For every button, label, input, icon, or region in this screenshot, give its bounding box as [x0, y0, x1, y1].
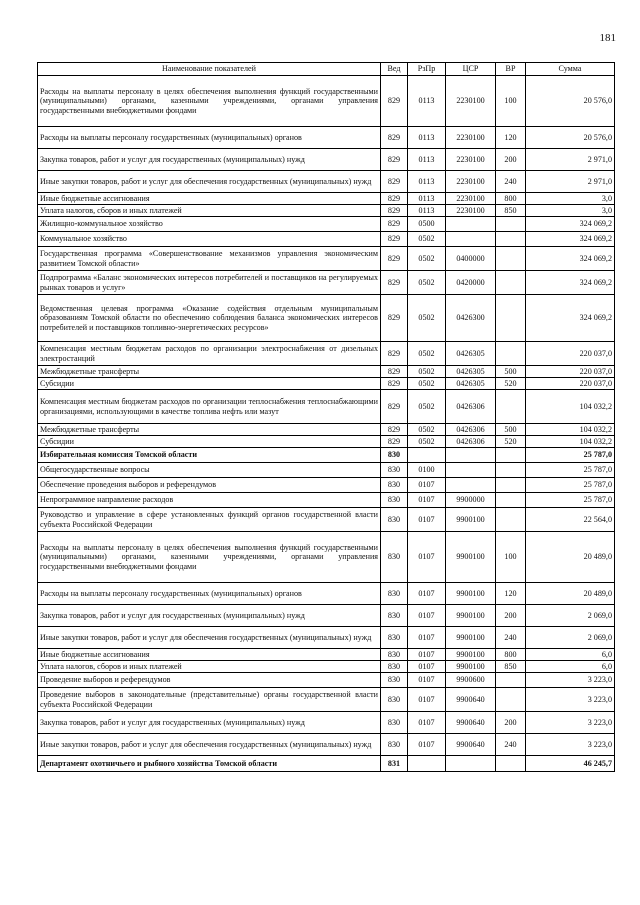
- row-name: Подпрограмма «Баланс экономических интересов потребителей и поставщиков на регулируемых рынках товаров и услуг»: [38, 271, 381, 295]
- row-rzpr: 0100: [408, 463, 446, 478]
- row-rzpr: 0502: [408, 247, 446, 271]
- row-rzpr: 0107: [408, 712, 446, 734]
- row-sum: 25 787,0: [526, 448, 615, 463]
- row-sum: 324 069,2: [526, 217, 615, 232]
- row-vr: [496, 232, 526, 247]
- table-row: [38, 271, 615, 295]
- row-ved: 829: [381, 247, 408, 271]
- row-name: Общегосударственные вопросы: [38, 463, 381, 478]
- row-sum: 20 489,0: [526, 583, 615, 605]
- column-header-ved: Вед: [381, 63, 408, 76]
- table-row: [38, 149, 615, 171]
- row-sum: 104 032,2: [526, 390, 615, 424]
- row-rzpr: 0107: [408, 627, 446, 649]
- row-rzpr: 0107: [408, 583, 446, 605]
- row-csr: 0426300: [446, 295, 496, 342]
- row-vr: 240: [496, 734, 526, 756]
- row-csr: 9900100: [446, 508, 496, 532]
- table-row: [38, 756, 615, 772]
- row-csr: 9900100: [446, 649, 496, 661]
- row-csr: 9900600: [446, 673, 496, 688]
- row-ved: 829: [381, 436, 408, 448]
- row-rzpr: 0107: [408, 673, 446, 688]
- row-rzpr: 0502: [408, 232, 446, 247]
- row-sum: 25 787,0: [526, 463, 615, 478]
- row-sum: 2 971,0: [526, 171, 615, 193]
- row-vr: 240: [496, 171, 526, 193]
- row-name: Расходы на выплаты персоналу государственных (муниципальных) органов: [38, 127, 381, 149]
- table-row: [38, 217, 615, 232]
- row-sum: 3 223,0: [526, 688, 615, 712]
- row-vr: [496, 247, 526, 271]
- column-header-vr: ВР: [496, 63, 526, 76]
- row-sum: 2 069,0: [526, 627, 615, 649]
- row-vr: [496, 271, 526, 295]
- row-name: Государственная программа «Совершенствование механизмов управления экономическим развитием Томской области»: [38, 247, 381, 271]
- row-name: Уплата налогов, сборов и иных платежей: [38, 661, 381, 673]
- row-name: Межбюджетные трансферты: [38, 424, 381, 436]
- row-sum: 220 037,0: [526, 378, 615, 390]
- table-row: [38, 390, 615, 424]
- row-sum: 25 787,0: [526, 493, 615, 508]
- row-ved: 829: [381, 149, 408, 171]
- row-csr: 0426306: [446, 390, 496, 424]
- table-row: [38, 478, 615, 493]
- row-csr: 0426305: [446, 342, 496, 366]
- table-row: [38, 463, 615, 478]
- row-ved: 830: [381, 688, 408, 712]
- row-ved: 830: [381, 583, 408, 605]
- column-header-name: Наименование показателей: [38, 63, 381, 76]
- row-csr: 2230100: [446, 193, 496, 205]
- table-row: [38, 171, 615, 193]
- row-csr: [446, 478, 496, 493]
- row-sum: 3,0: [526, 193, 615, 205]
- budget-table: [37, 62, 615, 772]
- row-ved: 830: [381, 712, 408, 734]
- table-row: [38, 661, 615, 673]
- row-vr: [496, 493, 526, 508]
- row-rzpr: 0502: [408, 342, 446, 366]
- row-sum: 6,0: [526, 649, 615, 661]
- table-row: [38, 712, 615, 734]
- row-vr: 520: [496, 378, 526, 390]
- table-row: [38, 532, 615, 583]
- row-rzpr: 0502: [408, 271, 446, 295]
- row-sum: 104 032,2: [526, 424, 615, 436]
- row-rzpr: 0113: [408, 76, 446, 127]
- row-vr: 800: [496, 193, 526, 205]
- row-ved: 829: [381, 295, 408, 342]
- row-rzpr: 0502: [408, 295, 446, 342]
- row-name: Уплата налогов, сборов и иных платежей: [38, 205, 381, 217]
- row-vr: 240: [496, 627, 526, 649]
- row-vr: [496, 217, 526, 232]
- row-ved: 829: [381, 424, 408, 436]
- row-sum: 324 069,2: [526, 232, 615, 247]
- row-sum: 324 069,2: [526, 271, 615, 295]
- table-row: [38, 605, 615, 627]
- table-row: [38, 232, 615, 247]
- page-number: 181: [599, 32, 616, 44]
- row-name: Компенсация местным бюджетам расходов по организации электроснабжения от дизельных электростанций: [38, 342, 381, 366]
- row-rzpr: 0502: [408, 366, 446, 378]
- table-row: [38, 448, 615, 463]
- row-vr: 120: [496, 583, 526, 605]
- row-vr: 800: [496, 649, 526, 661]
- row-name: Обеспечение проведения выборов и референдумов: [38, 478, 381, 493]
- row-name: Закупка товаров, работ и услуг для государственных (муниципальных) нужд: [38, 149, 381, 171]
- row-csr: 9900640: [446, 712, 496, 734]
- row-vr: 500: [496, 424, 526, 436]
- table-row: [38, 649, 615, 661]
- row-ved: 829: [381, 127, 408, 149]
- table-row: [38, 76, 615, 127]
- table-row: [38, 436, 615, 448]
- row-name: Закупка товаров, работ и услуг для государственных (муниципальных) нужд: [38, 605, 381, 627]
- row-rzpr: 0107: [408, 649, 446, 661]
- row-vr: 200: [496, 605, 526, 627]
- row-csr: 0420000: [446, 271, 496, 295]
- row-name: Компенсация местным бюджетам расходов по организации теплоснабжения теплоснабжающими организациями, использующими в качестве топлива нефть или мазут: [38, 390, 381, 424]
- row-vr: 100: [496, 532, 526, 583]
- row-name: Иные закупки товаров, работ и услуг для обеспечения государственных (муниципальных) нужд: [38, 627, 381, 649]
- table-row: [38, 378, 615, 390]
- row-name: Расходы на выплаты персоналу в целях обеспечения выполнения функций государственными (муниципальными) органами, казенными учреждениями, органами управления государственными внебюджетными фондами: [38, 76, 381, 127]
- row-name: Межбюджетные трансферты: [38, 366, 381, 378]
- row-ved: 830: [381, 605, 408, 627]
- row-ved: 829: [381, 217, 408, 232]
- column-header-sum: Сумма: [526, 63, 615, 76]
- row-name: Расходы на выплаты персоналу государственных (муниципальных) органов: [38, 583, 381, 605]
- row-sum: 20 576,0: [526, 127, 615, 149]
- row-rzpr: 0107: [408, 734, 446, 756]
- row-csr: 9900640: [446, 688, 496, 712]
- row-rzpr: 0500: [408, 217, 446, 232]
- row-csr: 9900100: [446, 583, 496, 605]
- table-row: [38, 193, 615, 205]
- table-row: [38, 342, 615, 366]
- row-ved: 830: [381, 508, 408, 532]
- row-csr: [446, 448, 496, 463]
- row-csr: [446, 232, 496, 247]
- row-sum: 20 489,0: [526, 532, 615, 583]
- row-name: Руководство и управление в сфере установленных функций органов государственной власти субъекта Российской Федерации: [38, 508, 381, 532]
- row-sum: 25 787,0: [526, 478, 615, 493]
- row-rzpr: [408, 756, 446, 772]
- row-sum: 20 576,0: [526, 76, 615, 127]
- table-row: [38, 688, 615, 712]
- row-name: Проведение выборов и референдумов: [38, 673, 381, 688]
- row-sum: 2 971,0: [526, 149, 615, 171]
- table-row: [38, 424, 615, 436]
- row-ved: 830: [381, 448, 408, 463]
- row-ved: 829: [381, 271, 408, 295]
- row-sum: 3 223,0: [526, 712, 615, 734]
- row-rzpr: 0113: [408, 193, 446, 205]
- row-ved: 829: [381, 390, 408, 424]
- row-name: Субсидии: [38, 436, 381, 448]
- row-csr: 2230100: [446, 127, 496, 149]
- row-name: Субсидии: [38, 378, 381, 390]
- row-rzpr: 0107: [408, 688, 446, 712]
- row-ved: 830: [381, 649, 408, 661]
- row-sum: 220 037,0: [526, 342, 615, 366]
- row-csr: [446, 217, 496, 232]
- row-sum: 22 564,0: [526, 508, 615, 532]
- row-vr: [496, 688, 526, 712]
- row-name: Коммунальное хозяйство: [38, 232, 381, 247]
- row-ved: 829: [381, 232, 408, 247]
- row-sum: 3,0: [526, 205, 615, 217]
- row-vr: [496, 448, 526, 463]
- row-sum: 3 223,0: [526, 673, 615, 688]
- row-vr: 500: [496, 366, 526, 378]
- row-csr: 2230100: [446, 149, 496, 171]
- row-rzpr: 0502: [408, 390, 446, 424]
- row-rzpr: 0502: [408, 378, 446, 390]
- table-row: [38, 583, 615, 605]
- row-vr: 100: [496, 76, 526, 127]
- row-rzpr: 0113: [408, 171, 446, 193]
- row-rzpr: 0107: [408, 478, 446, 493]
- table-row: [38, 673, 615, 688]
- row-vr: 520: [496, 436, 526, 448]
- row-rzpr: 0107: [408, 661, 446, 673]
- column-header-rzpr: РзПр: [408, 63, 446, 76]
- row-name: Непрограммное направление расходов: [38, 493, 381, 508]
- row-name: Иные бюджетные ассигнования: [38, 649, 381, 661]
- row-name: Иные закупки товаров, работ и услуг для обеспечения государственных (муниципальных) нужд: [38, 171, 381, 193]
- row-ved: 830: [381, 478, 408, 493]
- row-csr: 9900000: [446, 493, 496, 508]
- row-vr: [496, 390, 526, 424]
- table-row: [38, 734, 615, 756]
- row-name: Закупка товаров, работ и услуг для государственных (муниципальных) нужд: [38, 712, 381, 734]
- table-row: [38, 508, 615, 532]
- row-csr: 2230100: [446, 205, 496, 217]
- row-rzpr: 0107: [408, 508, 446, 532]
- row-rzpr: 0107: [408, 605, 446, 627]
- row-csr: [446, 463, 496, 478]
- row-csr: 0426306: [446, 436, 496, 448]
- row-rzpr: 0113: [408, 149, 446, 171]
- row-csr: 9900100: [446, 627, 496, 649]
- row-sum: 3 223,0: [526, 734, 615, 756]
- row-sum: 6,0: [526, 661, 615, 673]
- row-ved: 829: [381, 193, 408, 205]
- row-ved: 830: [381, 463, 408, 478]
- row-vr: [496, 478, 526, 493]
- row-sum: 104 032,2: [526, 436, 615, 448]
- row-ved: 829: [381, 171, 408, 193]
- column-header-csr: ЦСР: [446, 63, 496, 76]
- row-csr: 0426305: [446, 366, 496, 378]
- row-rzpr: 0107: [408, 493, 446, 508]
- table-row: [38, 627, 615, 649]
- row-csr: 0426305: [446, 378, 496, 390]
- row-ved: 829: [381, 205, 408, 217]
- row-rzpr: [408, 448, 446, 463]
- row-csr: 9900100: [446, 605, 496, 627]
- row-rzpr: 0502: [408, 424, 446, 436]
- table-row: [38, 127, 615, 149]
- row-ved: 830: [381, 661, 408, 673]
- table-header-row: [38, 63, 615, 76]
- row-csr: 9900100: [446, 532, 496, 583]
- row-ved: 829: [381, 378, 408, 390]
- row-vr: 200: [496, 149, 526, 171]
- row-rzpr: 0113: [408, 205, 446, 217]
- row-ved: 831: [381, 756, 408, 772]
- row-rzpr: 0113: [408, 127, 446, 149]
- row-sum: 324 069,2: [526, 295, 615, 342]
- row-csr: 9900640: [446, 734, 496, 756]
- row-name: Жилищно-коммунальное хозяйство: [38, 217, 381, 232]
- row-sum: 2 069,0: [526, 605, 615, 627]
- row-ved: 829: [381, 366, 408, 378]
- table-row: [38, 366, 615, 378]
- table-row: [38, 493, 615, 508]
- row-vr: [496, 463, 526, 478]
- row-csr: 9900100: [446, 661, 496, 673]
- row-ved: 830: [381, 532, 408, 583]
- row-name: Департамент охотничьего и рыбного хозяйства Томской области: [38, 756, 381, 772]
- row-ved: 830: [381, 493, 408, 508]
- row-vr: 850: [496, 661, 526, 673]
- row-rzpr: 0502: [408, 436, 446, 448]
- row-ved: 830: [381, 734, 408, 756]
- row-sum: 220 037,0: [526, 366, 615, 378]
- row-csr: 2230100: [446, 76, 496, 127]
- row-name: Проведение выборов в законодательные (представительные) органы государственной власти субъекта Российской Федерации: [38, 688, 381, 712]
- row-name: Ведомственная целевая программа «Оказание содействия отдельным муниципальным образованиям Томской области по обеспечению соблюдения баланса экономических интересов потребителей и поставщиков топливно-энергетических ресурсов»: [38, 295, 381, 342]
- row-vr: [496, 756, 526, 772]
- row-sum: 324 069,2: [526, 247, 615, 271]
- row-name: Иные закупки товаров, работ и услуг для обеспечения государственных (муниципальных) нужд: [38, 734, 381, 756]
- row-csr: 2230100: [446, 171, 496, 193]
- row-ved: 829: [381, 76, 408, 127]
- row-name: Иные бюджетные ассигнования: [38, 193, 381, 205]
- row-csr: 0400000: [446, 247, 496, 271]
- row-vr: [496, 508, 526, 532]
- table-row: [38, 295, 615, 342]
- row-vr: 200: [496, 712, 526, 734]
- row-name: Избирательная комиссия Томской области: [38, 448, 381, 463]
- table-row: [38, 205, 615, 217]
- row-csr: 0426306: [446, 424, 496, 436]
- row-ved: 830: [381, 627, 408, 649]
- row-vr: [496, 342, 526, 366]
- table-body: [38, 76, 615, 772]
- row-name: Расходы на выплаты персоналу в целях обеспечения выполнения функций государственными (муниципальными) органами, казенными учреждениями, органами управления государственными внебюджетными фондами: [38, 532, 381, 583]
- row-vr: 850: [496, 205, 526, 217]
- row-vr: 120: [496, 127, 526, 149]
- row-csr: [446, 756, 496, 772]
- row-vr: [496, 295, 526, 342]
- row-sum: 46 245,7: [526, 756, 615, 772]
- table-row: [38, 247, 615, 271]
- row-rzpr: 0107: [408, 532, 446, 583]
- row-vr: [496, 673, 526, 688]
- row-ved: 829: [381, 342, 408, 366]
- row-ved: 830: [381, 673, 408, 688]
